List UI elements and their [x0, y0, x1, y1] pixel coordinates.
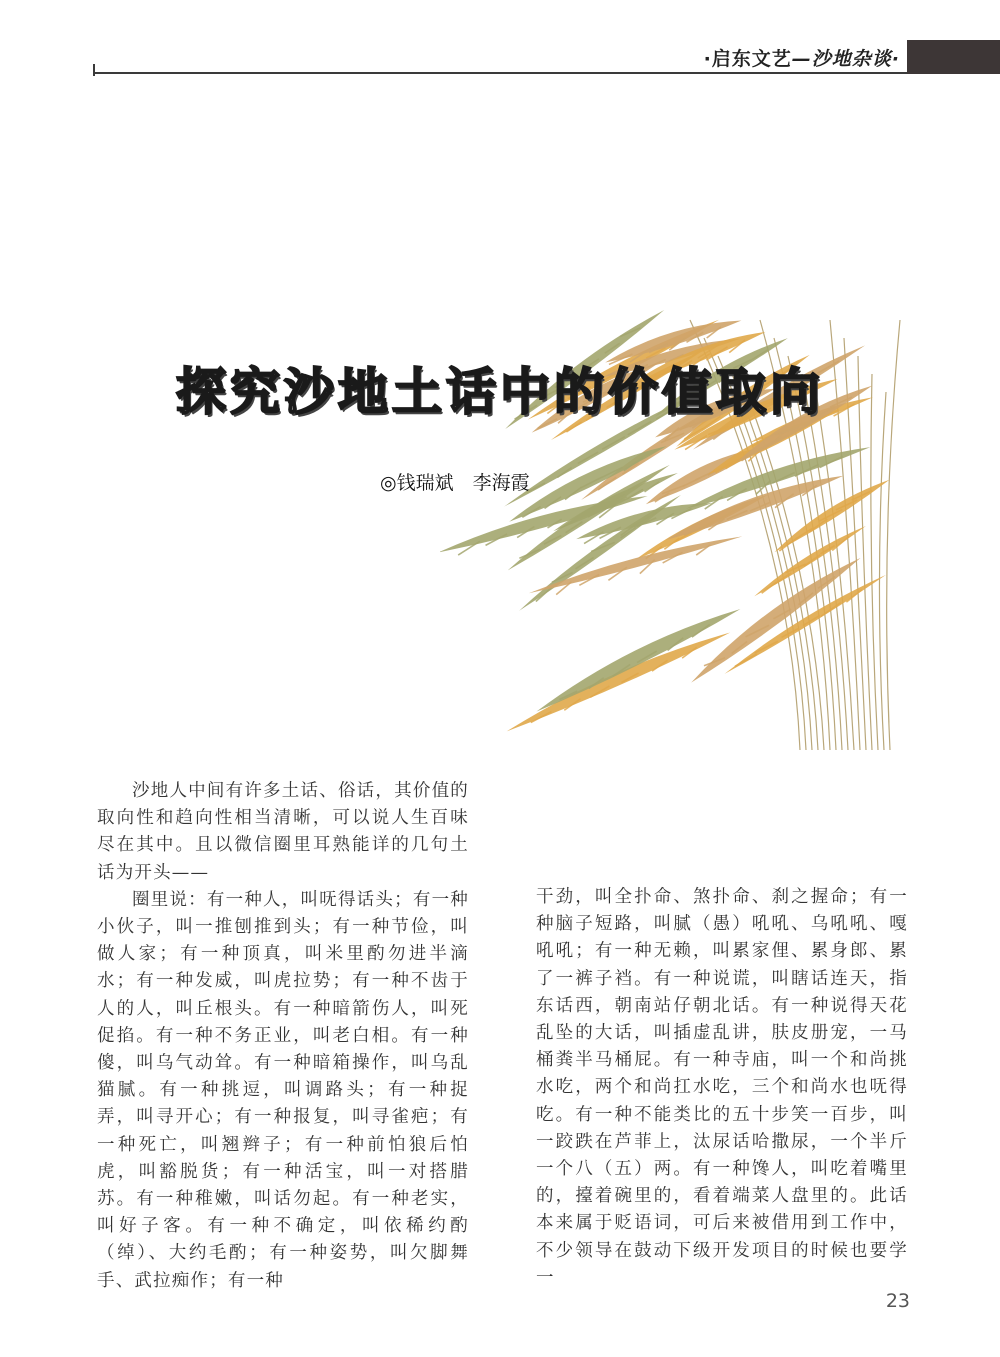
header-color-block [907, 40, 1000, 74]
body-paragraph: 干劲，叫全扑命、煞扑命、刹之握命；有一种脑子短路，叫腻（愚）吼吼、乌吼吼、嘎吼吼；有一种无赖，叫累家俚、累身郎、累了一裤子裆。有一种说谎，叫瞎话连天，指东话西，朝南站仔朝北话。有一种说得天花乱坠的大话，叫插虚乱讲，肤皮册宠，一马桶粪半马桶屁。有一种寺庙，叫一个和尚挑水吃，两个和尚扛水吃，三个和尚水也呒得吃。有一种不能类比的五十步笑一百步，叫一跤跌在芦菲上，汰尿话哈撒尿，一个半斤一个八（五）两。有一种馋人，叫吃着嘴里的，擡着碗里的，看着端菜人盘里的。此话本来属于贬语词，可后来被借用到工作中，不少领导在鼓动下级开发项目的时候也要学一 [536, 887, 908, 1288]
article-authors: ◎钱瑞斌 李海霞 [380, 472, 530, 494]
body-column-right [536, 884, 908, 1288]
reed-plume [735, 654, 757, 666]
article-title: 探究沙地土话中的价值取向 [176, 363, 824, 421]
reed-illustration [440, 280, 920, 750]
reed-stem [879, 392, 886, 750]
body-paragraph: 圈里说：有一种人，叫呒得话头；有一种小伙子，叫一推刨推到头；有一种节俭，叫做人家；有一种顶真，叫米里酌勿进半滴水；有一种发威，叫虎拉势；有一种不齿于人的人，叫丘根头。有一种暗箭伤人，叫死促掐。有一种不务正业，叫老白相。有一种傻，叫乌气动耸。有一种暗箱操作，叫乌乱猫腻。有一种挑逗，叫调路头；有一种捉弄，叫寻开心；有一种报复，叫寻雀疤；有一种死亡，叫翘辫子；有一种前怕狼后怕虎，叫豁脱货；有一种活宝，叫一对搭腊苏。有一种稚嫩，叫话勿起。有一种老实，叫好子客。有一种不确定，叫依稀约酌（绰）、大约毛酌；有一种姿势，叫欠脚舞手、武拉痴作；有一种 [97, 889, 469, 1291]
reed-stem [871, 374, 878, 750]
body-paragraph: 沙地人中间有许多土话、俗话，其价值的取向性和趋向性相当清晰，可以说人生百味尽在其中。且以微信圈里耳熟能详的几句土话为开头—— [97, 781, 469, 883]
running-header [660, 44, 900, 72]
header-rule-tick [93, 64, 95, 76]
header-rule [95, 72, 907, 74]
column-name: —沙地杂谈· [791, 48, 900, 70]
body-column-left [97, 778, 469, 1291]
journal-name: ·启东文艺 [703, 48, 792, 70]
page-number: 23 [885, 1290, 910, 1312]
